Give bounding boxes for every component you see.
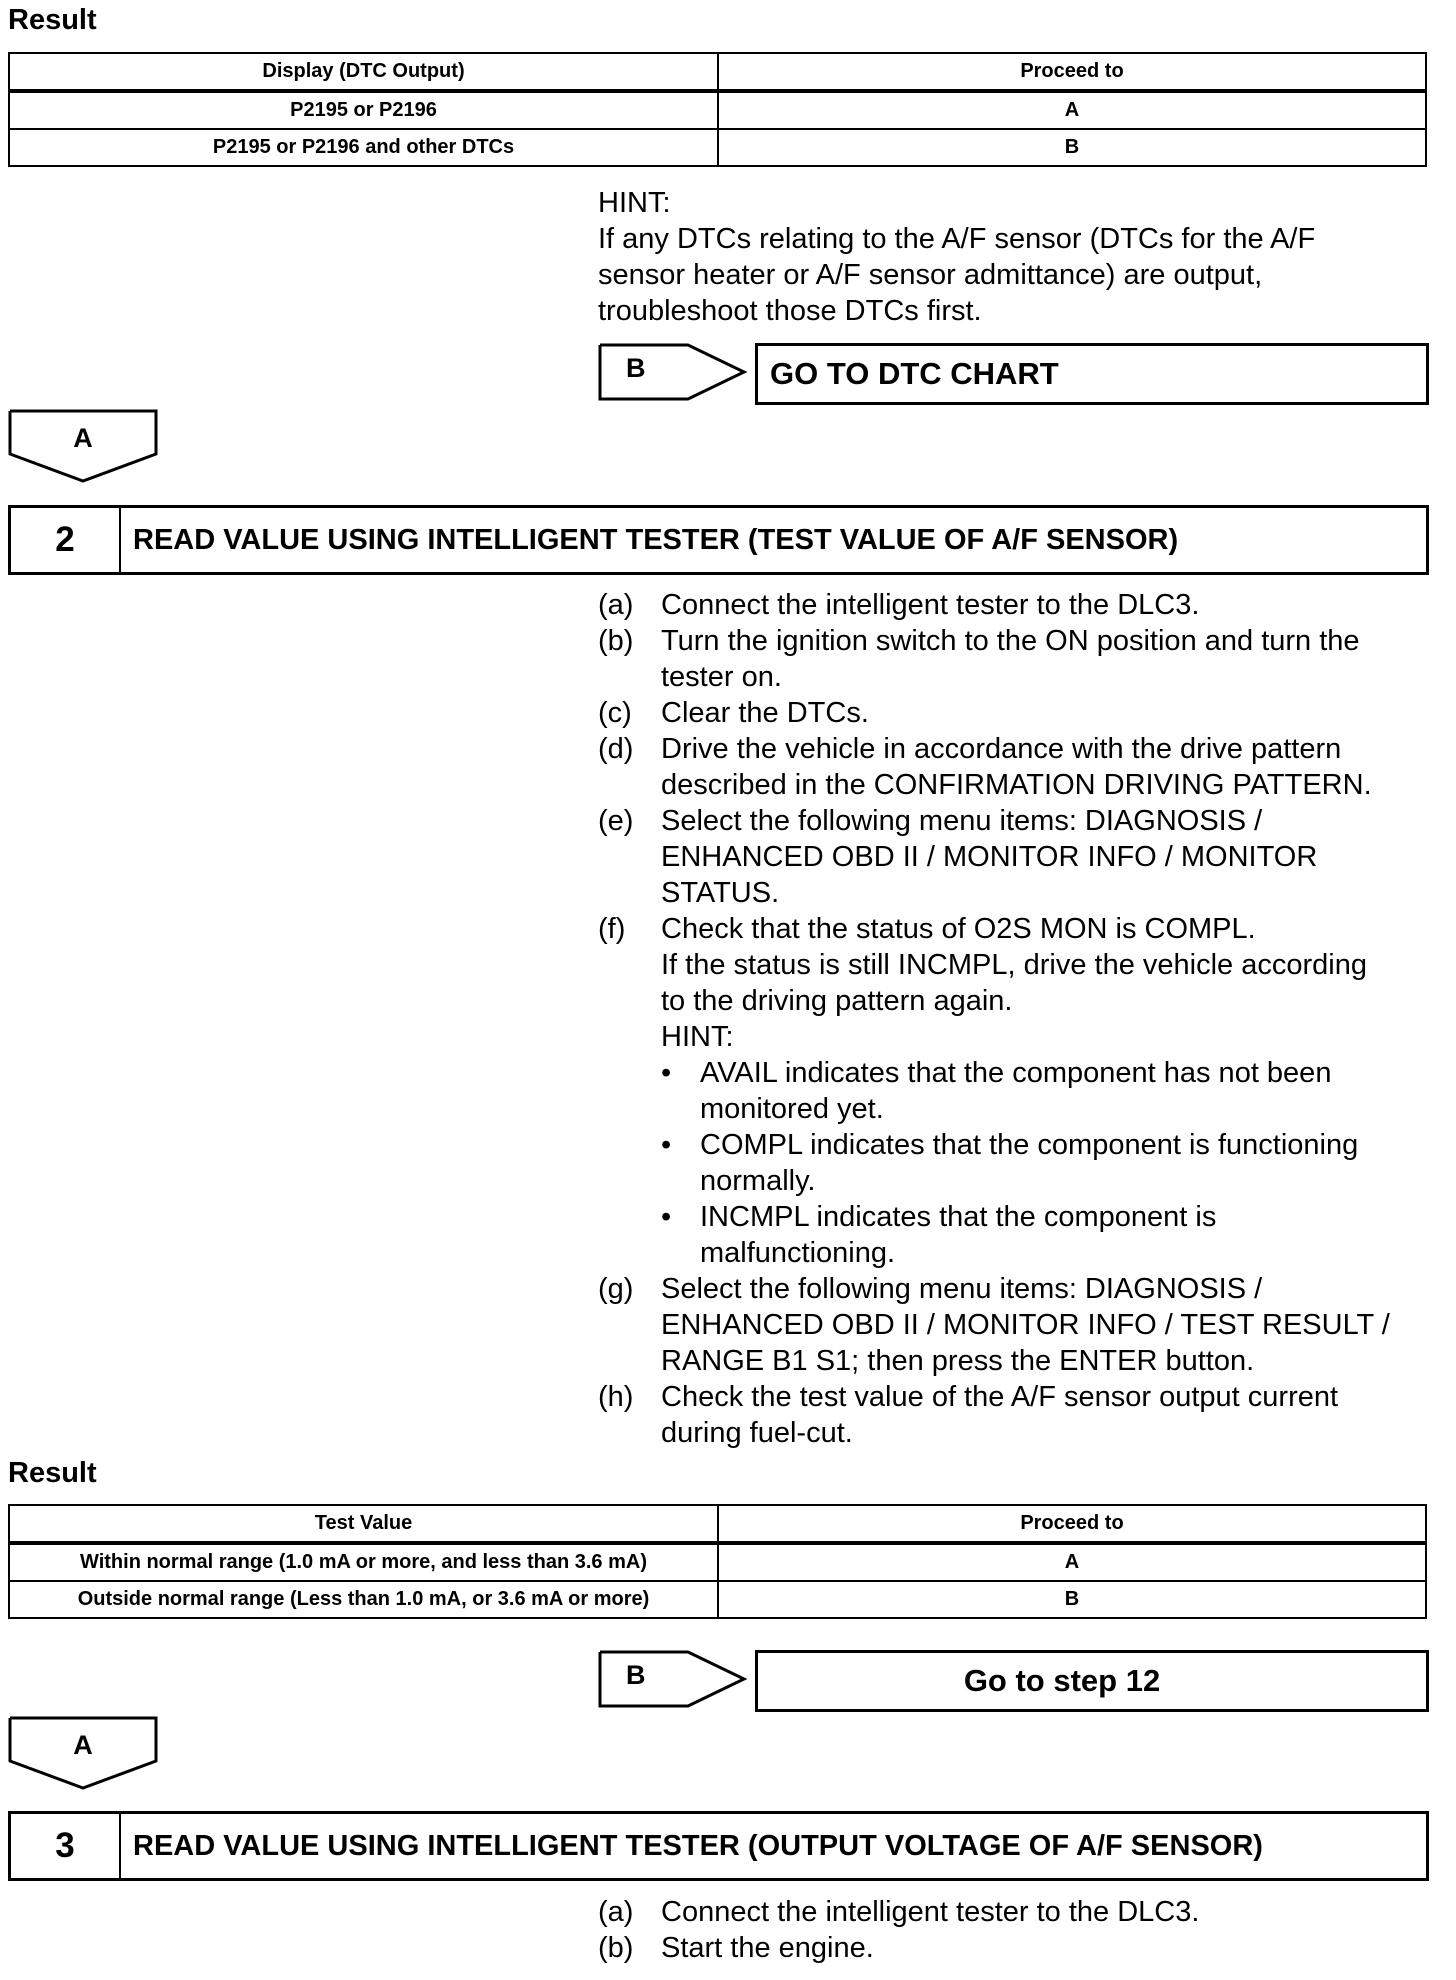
list-item: (e) Select the following menu items: DIAGNOSIS / ENHANCED OBD II / MONITOR INFO / MONITOR STATUS.: [598, 805, 1318, 909]
header-display: Display (DTC Output): [9, 53, 718, 91]
table-row: [9, 1543, 1426, 1581]
table-cell: B: [718, 1581, 1426, 1618]
list-item: (g) Select the following menu items: DIAGNOSIS / ENHANCED OBD II / MONITOR INFO / TEST RESULT / RANGE B1 S1; then press the ENTER button.: [598, 1273, 1390, 1377]
table-cell: P2195 or P2196 and other DTCs: [9, 129, 718, 166]
table-cell: A: [718, 91, 1426, 129]
bullet-icon: •: [661, 1129, 672, 1161]
table-cell: Outside normal range (Less than 1.0 mA, or 3.6 mA or more): [9, 1581, 718, 1618]
step-3-header: [8, 1811, 1429, 1881]
header-proceed: Proceed to: [718, 1505, 1426, 1543]
branch-letter: B: [626, 353, 646, 383]
table-row: [9, 1581, 1426, 1618]
go-to-step-12-button[interactable]: [755, 1650, 1429, 1712]
step-3-instructions: [598, 1894, 1428, 1966]
result-table-2: [8, 1504, 1427, 1619]
continue-letter: A: [73, 423, 93, 453]
hint-block: [598, 185, 1428, 329]
list-item: (a) Connect the intelligent tester to the DLC3.: [598, 589, 1200, 621]
hint-title: HINT:: [598, 187, 671, 219]
bullet-item: • AVAIL indicates that the component has not been monitored yet.: [661, 1057, 1332, 1125]
go-to-label: Go to step 12: [963, 1663, 1161, 1698]
table-row: [9, 129, 1426, 166]
table-header-row: [9, 53, 1426, 91]
step-2-header: [8, 505, 1429, 575]
list-item: (d) Drive the vehicle in accordance with the drive pattern described in the CONFIRMATION DRIVING PATTERN.: [598, 733, 1372, 801]
header-proceed: Proceed to: [718, 53, 1426, 91]
hint-bullets: [661, 1055, 1428, 1271]
result-heading: Result: [8, 4, 97, 36]
step-number: 3: [11, 1814, 121, 1878]
branch-letter: B: [626, 1660, 646, 1690]
list-item: (b) Start the engine.: [598, 1932, 874, 1964]
step-number: 2: [11, 508, 121, 572]
continue-a-tag: [8, 1716, 158, 1796]
result-heading: Result: [8, 1457, 97, 1489]
bullet-item: • COMPL indicates that the component is functioning normally.: [661, 1129, 1359, 1197]
go-to-dtc-chart-button[interactable]: [755, 343, 1429, 405]
branch-arrow-icon: [598, 343, 748, 401]
list-item: (f) Check that the status of O2S MON is COMPL. If the status is still INCMPL, drive the vehicle according to the driving pattern again. HINT: • AVAIL indicates that the component has not been monitored yet. • COMPL indicates that the component is functioning normally. • INCMPL indicates that the component is malfunctioning.: [598, 911, 1428, 1271]
branch-b-tag: [598, 343, 748, 401]
step-2-instructions: [598, 587, 1428, 1451]
table-cell: P2195 or P2196: [9, 91, 718, 129]
step-title: READ VALUE USING INTELLIGENT TESTER (TEST VALUE OF A/F SENSOR): [133, 523, 1179, 556]
continue-letter: A: [73, 1730, 93, 1760]
branch-b-tag: [598, 1650, 748, 1708]
list-item: (h) Check the test value of the A/F sensor output current during fuel-cut.: [598, 1381, 1339, 1449]
header-test-value: Test Value: [9, 1505, 718, 1543]
continue-a-tag: [8, 409, 158, 489]
hint-line: sensor heater or A/F sensor admittance) are output,: [598, 259, 1263, 291]
go-to-label: GO TO DTC CHART: [770, 356, 1059, 391]
table-cell: Within normal range (1.0 mA or more, and less than 3.6 mA): [9, 1543, 718, 1581]
bullet-icon: •: [661, 1201, 672, 1233]
table-cell: A: [718, 1543, 1426, 1581]
hint-line: If any DTCs relating to the A/F sensor (DTCs for the A/F: [598, 223, 1316, 255]
list-item: (a) Connect the intelligent tester to the DLC3.: [598, 1896, 1200, 1928]
table-row: [9, 91, 1426, 129]
list-item: (c) Clear the DTCs.: [598, 697, 869, 729]
list-item: (b) Turn the ignition switch to the ON position and turn the tester on.: [598, 625, 1360, 693]
step-title: READ VALUE USING INTELLIGENT TESTER (OUTPUT VOLTAGE OF A/F SENSOR): [133, 1829, 1263, 1862]
branch-arrow-icon: [598, 1650, 748, 1708]
bullet-icon: •: [661, 1057, 672, 1089]
result-table-1: [8, 52, 1427, 167]
table-cell: B: [718, 129, 1426, 166]
hint-line: troubleshoot those DTCs first.: [598, 295, 982, 327]
bullet-item: • INCMPL indicates that the component is malfunctioning.: [661, 1201, 1217, 1269]
table-header-row: [9, 1505, 1426, 1543]
